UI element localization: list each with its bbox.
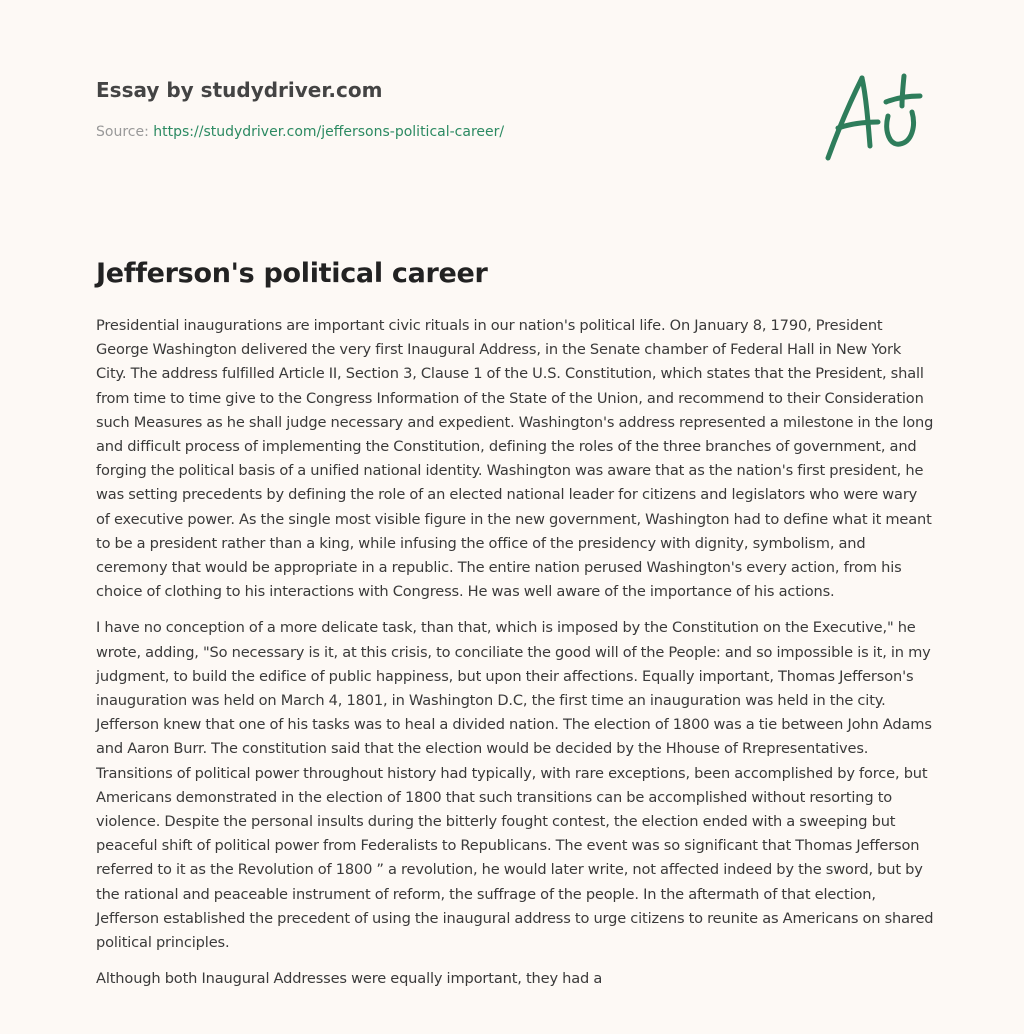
essay-title: Jefferson's political career bbox=[96, 258, 488, 289]
essay-paragraph: Presidential inaugurations are important civic rituals in our nation's political life. On January 8, 1790, President George Washington delivered the very first Inaugural Address, in the Senate chamber of Federal Hall in New York City. The address fulfilled Article II, Section 3, Clause 1 of the U.S. Constitution, which states that the President, shall from time to time give to the Congress Information of the State of the Union, and recommend to their Consideration such Measures as he shall judge necessary and expedient. Washington's address represented a milestone in the long and difficult process of implementing the Constitution, defining the roles of the three branches of government, and forging the political basis of a unified national identity. Washington was aware that as the nation's first president, he was setting precedents by defining the role of an elected national leader for citizens and legislators who were wary of executive power. As the single most visible figure in the new government, Washington had to define what it meant to be a president rather than a king, while infusing the office of the presidency with dignity, symbolism, and ceremony that would be appropriate in a republic. The entire nation perused Washington's every action, from his choice of clothing to his interactions with Congress. He was well aware of the importance of his actions. bbox=[96, 317, 934, 601]
essay-paragraph: Although both Inaugural Addresses were equally important, they had a bbox=[96, 970, 603, 988]
a-plus-logo-icon bbox=[818, 66, 928, 166]
site-title: Essay by studydriver.com bbox=[96, 78, 383, 102]
source-line bbox=[96, 122, 736, 142]
source-link[interactable]: https://studydriver.com/jeffersons-political-career/ bbox=[153, 124, 505, 140]
page-header bbox=[96, 76, 736, 142]
source-label: Source: bbox=[96, 124, 154, 140]
essay-body bbox=[96, 314, 934, 1003]
essay-paragraph: I have no conception of a more delicate task, than that, which is imposed by the Constitution on the Executive," he wrote, adding, "So necessary is it, at this crisis, to conciliate the good will of the People: and so impossible is it, in my judgment, to build the edifice of public happiness, but upon their affections. Equally important, Thomas Jefferson's inauguration was held on March 4, 1801, in Washington D.C, the first time an inauguration was held in the city. Jefferson knew that one of his tasks was to heal a divided nation. The election of 1800 was a tie between John Adams and Aaron Burr. The constitution said that the election would be decided by the Hhouse of Rrepresentatives. Transitions of political power throughout history had typically, with rare exceptions, been accomplished by force, but Americans demonstrated in the election of 1800 that such transitions can be accomplished without resorting to violence. Despite the personal insults during the bitterly fought contest, the election ended with a sweeping but peaceful shift of political power from Federalists to Republicans. The event was so significant that Thomas Jefferson referred to it as the Revolution of 1800 ” a revolution, he would later write, not affected indeed by the sword, but by the rational and peaceable instrument of reform, the suffrage of the people. In the aftermath of that election, Jefferson established the precedent of using the inaugural address to urge citizens to reunite as Americans on shared political principles. bbox=[96, 619, 934, 952]
